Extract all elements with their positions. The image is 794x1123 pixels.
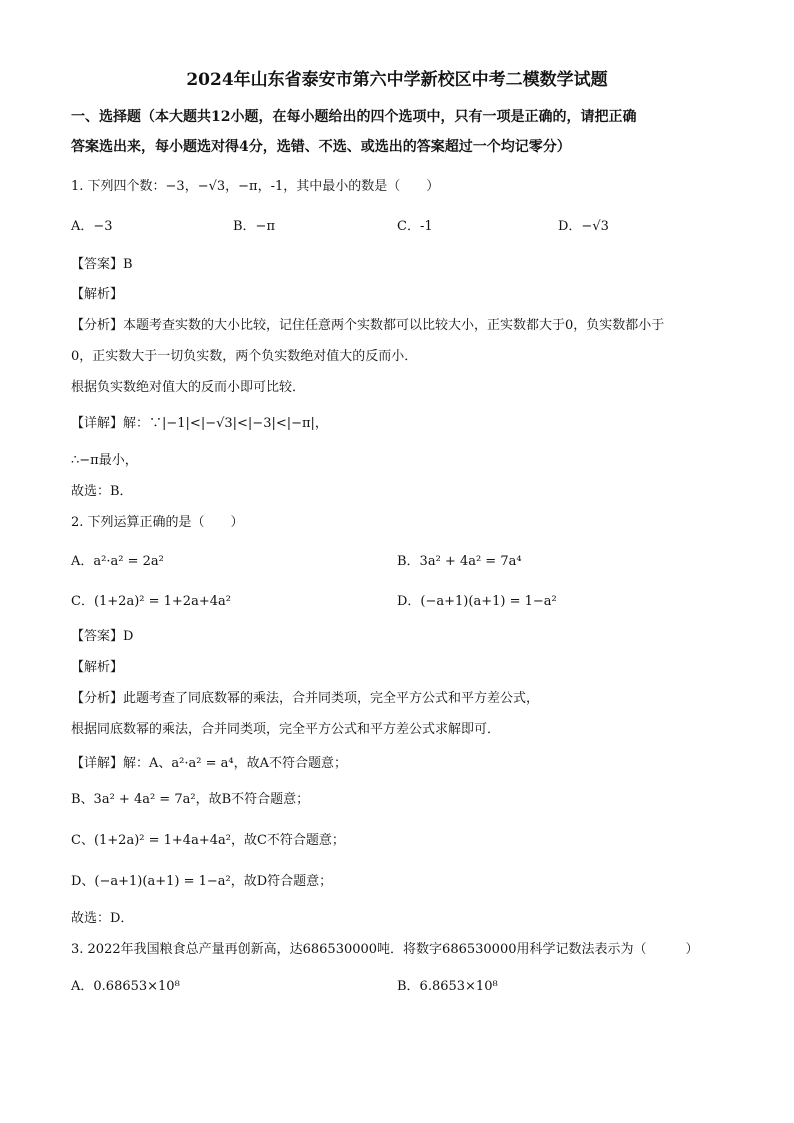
q2-detail-b: B、3a² + 4a² = 7a²，故B不符合题意； <box>71 792 310 807</box>
q3-option-b: B．6.8653×10⁸ <box>397 979 498 994</box>
q2-detail-c: C、(1+2a)² = 1+4a+4a²，故C不符合题意； <box>71 833 345 848</box>
q1-option-a: A．−3 <box>71 219 113 234</box>
q2-option-a: A．a²·a² = 2a² <box>71 554 164 569</box>
q2-fenxi-line-2: 根据同底数幂的乘法，合并同类项，完全平方公式和平方差公式求解即可． <box>71 722 501 737</box>
q1-stem: 1. 下列四个数：−3，−√3，−π，-1，其中最小的数是（ ） <box>71 179 440 194</box>
q2-choose: 故选：D． <box>71 911 134 926</box>
section-heading-line-1: 一、选择题（本大题共12小题，在每小题给出的四个选项中，只有一项是正确的，请把正确 <box>71 109 637 125</box>
q1-fenxi-line-3: 根据负实数绝对值大的反而小即可比较． <box>71 380 306 395</box>
q1-conclusion: ∴−π最小， <box>71 453 138 468</box>
q1-option-b: B．−π <box>233 219 275 234</box>
q2-analysis-tag: 【解析】 <box>71 660 124 675</box>
q3-stem: 3. 2022年我国粮食总产量再创新高，达686530000吨．将数字686530000用科学记数法表示为（ ） <box>71 942 699 957</box>
q2-fenxi-line-1: 【分析】此题考查了同底数幂的乘法，合并同类项，完全平方公式和平方差公式， <box>71 691 540 706</box>
q1-option-c: C．-1 <box>397 219 433 234</box>
q2-option-d: D．(−a+1)(a+1) = 1−a² <box>397 594 557 609</box>
section-heading-line-2: 答案选出来，每小题选对得4分，选错、不选、或选出的答案超过一个均记零分） <box>71 139 571 155</box>
q2-option-c: C．(1+2a)² = 1+2a+4a² <box>71 594 231 609</box>
q2-detail-d: D、(−a+1)(a+1) = 1−a²，故D符合题意； <box>71 874 333 889</box>
q1-analysis-tag: 【解析】 <box>71 287 124 302</box>
q1-choose: 故选：B． <box>71 484 133 499</box>
q1-fenxi-line-2: 0，正实数大于一切负实数，两个负实数绝对值大的反而小． <box>71 349 418 364</box>
q2-stem: 2. 下列运算正确的是（ ） <box>71 515 244 530</box>
q2-option-b: B．3a² + 4a² = 7a⁴ <box>397 554 522 569</box>
q1-fenxi-line-1: 【分析】本题考查实数的大小比较，记住任意两个实数都可以比较大小，正实数都大于0，负实数都小于 <box>71 318 665 333</box>
q3-option-a: A．0.68653×10⁸ <box>71 979 180 994</box>
q1-option-d: D．−√3 <box>558 219 609 234</box>
exam-title: 2024年山东省泰安市第六中学新校区中考二模数学试题 <box>186 70 608 90</box>
q1-detail: 【详解】解：∵|−1|<|−√3|<|−3|<|−π|， <box>71 416 328 431</box>
q1-answer: 【答案】B <box>71 257 133 272</box>
q2-answer: 【答案】D <box>71 629 134 644</box>
q2-detail-a: 【详解】解：A、a²·a² = a⁴，故A不符合题意； <box>71 756 347 771</box>
